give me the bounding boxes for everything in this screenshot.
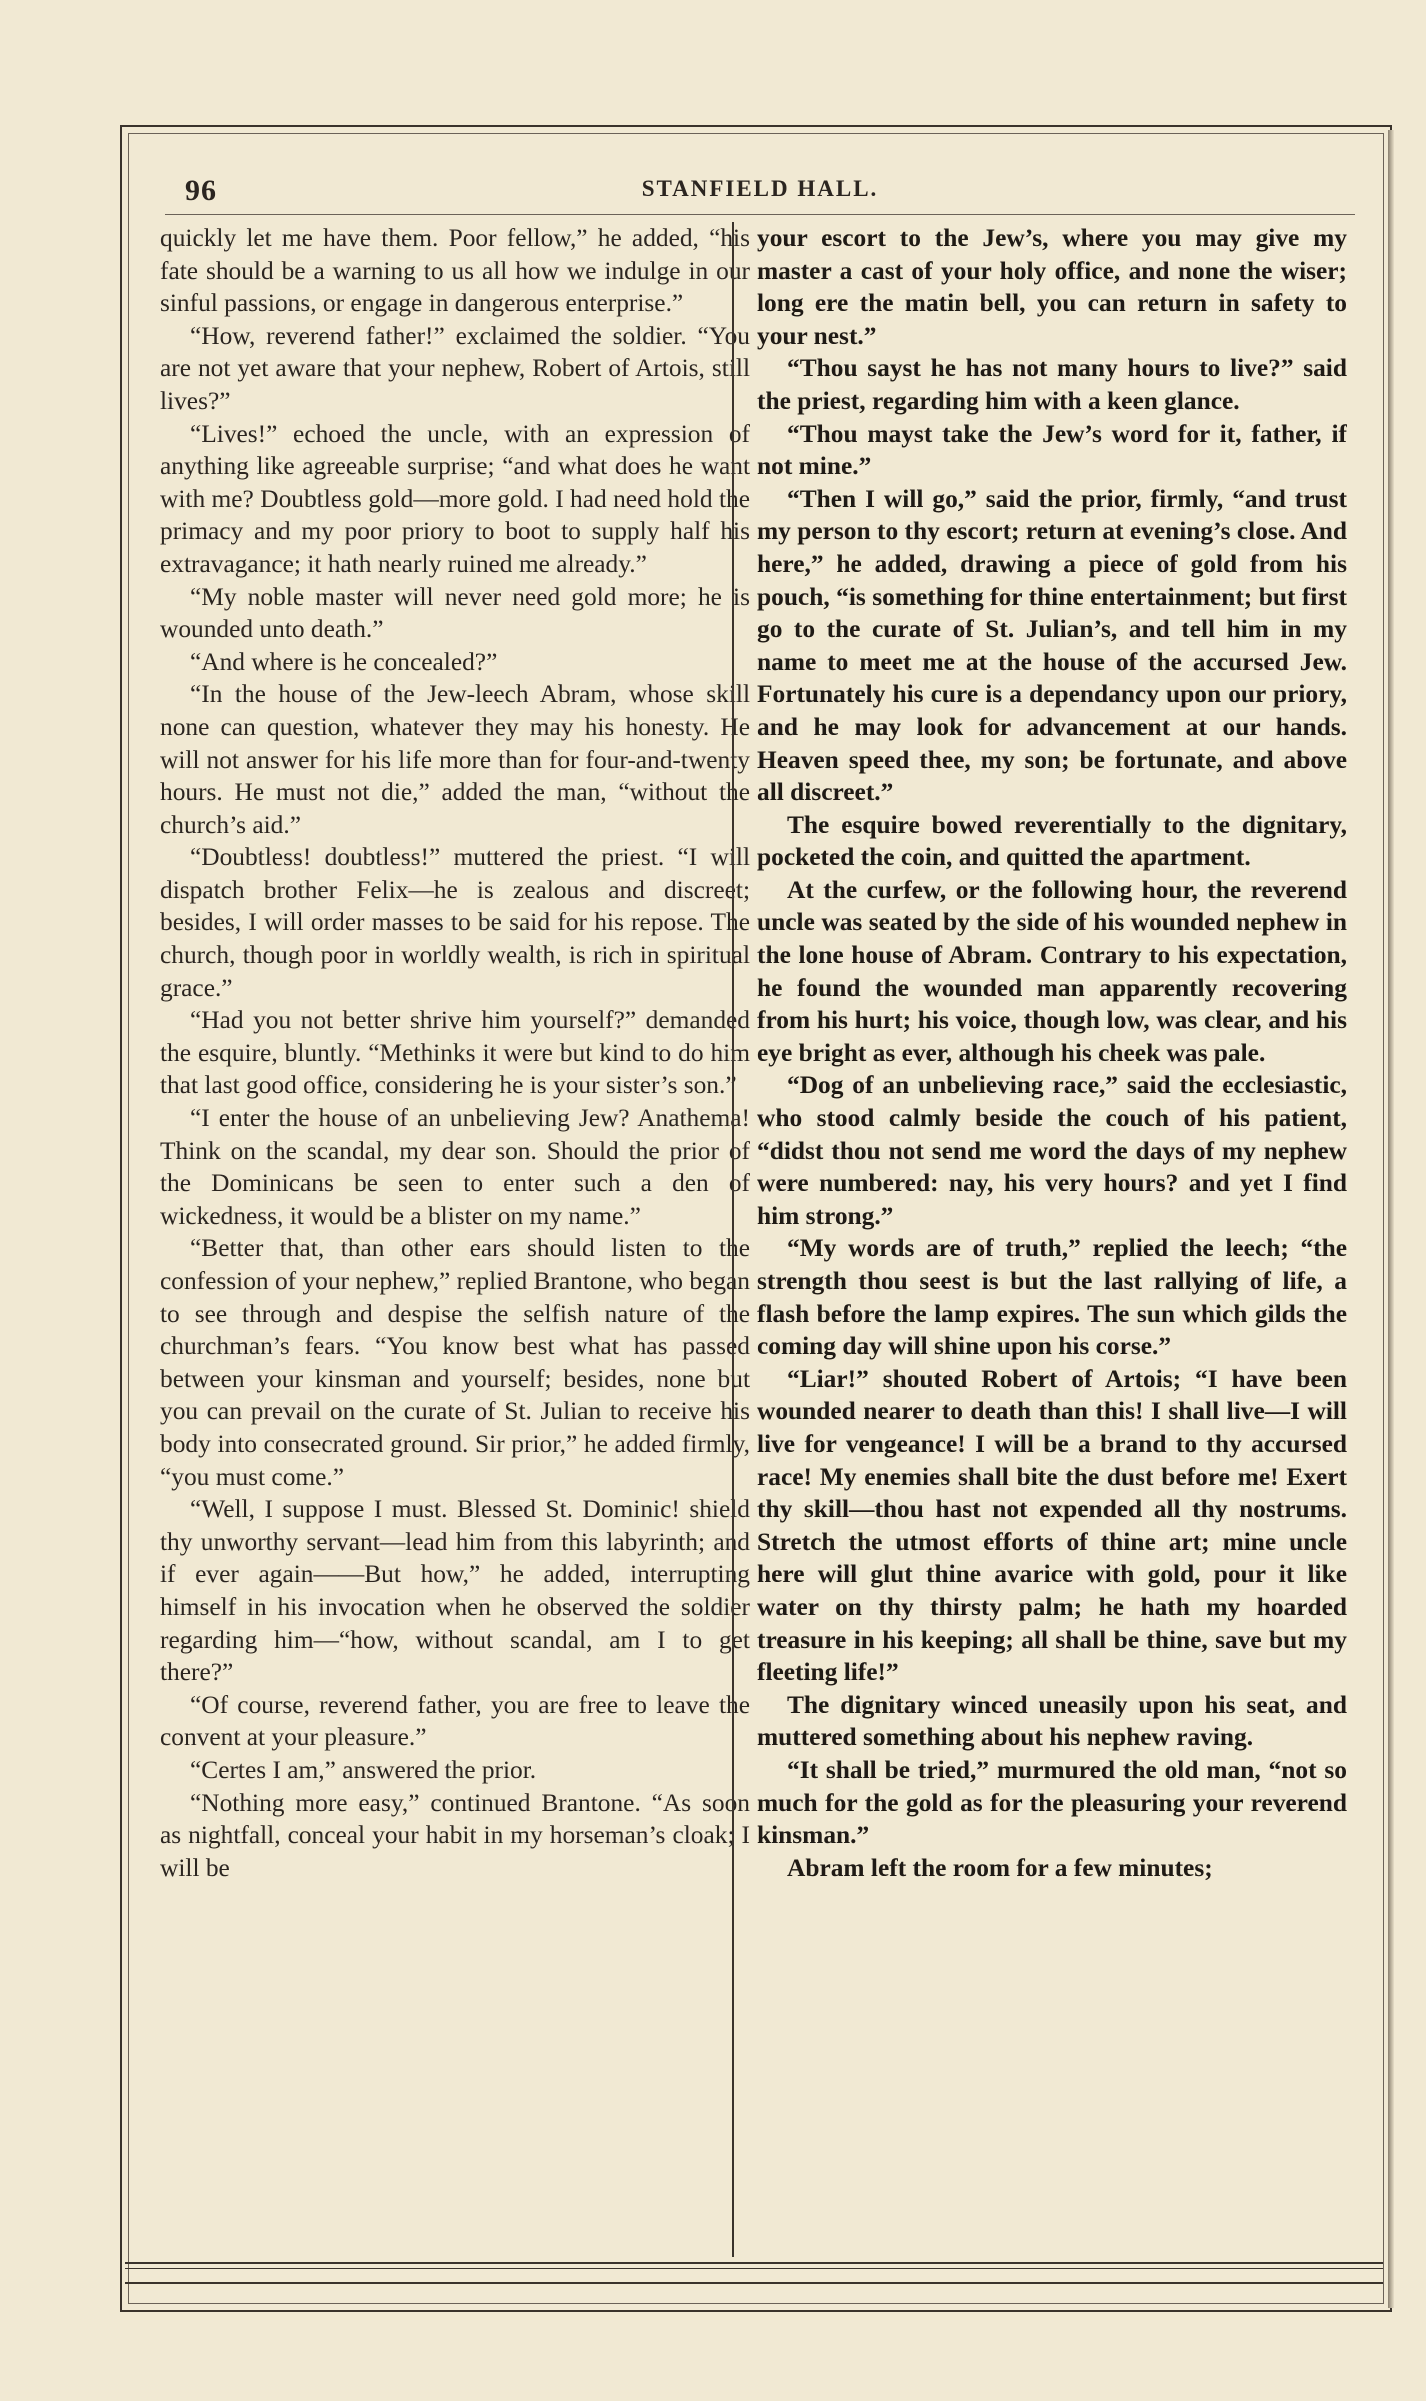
paragraph: “Dog of an unbelieving race,” said the ecclesiastic, who stood calmly beside the couch of his patient, “didst thou not send me word the days of my nephew were numbered: nay, his very hours? and yet I find him strong.” xyxy=(757,1071,1347,1230)
paragraph: “Of course, reverend father, you are free to leave the convent at your pleasure.” xyxy=(160,1690,750,1752)
paragraph: The esquire bowed reverentially to the dignitary, pocketed the coin, and quitted the apartment. xyxy=(757,810,1347,872)
footer-rule-lower xyxy=(125,2282,1383,2284)
page-number: 96 xyxy=(185,174,217,207)
paragraph: “Better that, than other ears should listen to the confession of your nephew,” replied Brantone, who began to see through and despise the selfish nature of the churchman’s fears. “You know best what has passed between your kinsman and yourself; besides, none but you can prevail on the curate of St. Julian to receive his body into consecrated ground. Sir prior,” he added firmly, “you must come.” xyxy=(160,1234,750,1491)
paragraph: “Thou mayst take the Jew’s word for it, father, if not mine.” xyxy=(757,419,1347,481)
paragraph: quickly let me have them. Poor fellow,” he added, “his fate should be a warning to us all how we indulge in our sinful passions, or engage in dangerous enterprise.” xyxy=(160,224,750,318)
paragraph: “Had you not better shrive him yourself?” demanded the esquire, bluntly. “Methinks it were but kind to do him that last good office, considering he is your sister’s son.” xyxy=(160,1006,750,1100)
footer-rule xyxy=(125,2262,1383,2269)
paragraph: your escort to the Jew’s, where you may give my master a cast of your holy office, and none the wiser; long ere the matin bell, you can return in safety to your nest.” xyxy=(757,224,1347,350)
paragraph: “My noble master will never need gold more; he is wounded unto death.” xyxy=(160,582,750,644)
paragraph: The dignitary winced uneasily upon his seat, and muttered something about his nephew raving. xyxy=(757,1690,1347,1752)
paragraph: “Thou sayst he has not many hours to live?” said the priest, regarding him with a keen glance. xyxy=(757,354,1347,415)
paragraph: At the curfew, or the following hour, the reverend uncle was seated by the side of his wounded nephew in the lone house of Abram. Contrary to his expectation, he found the wounded man apparently recovering from his hurt; his voice, though low, was clear, and his eye bright as ever, although his cheek was pale. xyxy=(757,875,1347,1067)
paragraph: “Nothing more easy,” continued Brantone. “As soon as nightfall, conceal your habit in my horseman’s cloak; I will be xyxy=(160,1788,750,1882)
paragraph: “How, reverend father!” exclaimed the soldier. “You are not yet aware that your nephew, Robert of Artois, still lives?” xyxy=(160,321,750,415)
paragraph: “Lives!” echoed the uncle, with an expression of anything like agreeable surprise; “and what does he want with me? Doubtless gold—more gold. I had need hold the primacy and my poor priory to boot to supply half his extravagance; it hath nearly ruined me already.” xyxy=(160,419,750,578)
header-rule xyxy=(165,214,1355,215)
running-title: STANFIELD HALL. xyxy=(641,176,879,201)
paragraph: “Well, I suppose I must. Blessed St. Dominic! shield thy unworthy servant—lead him from this labyrinth; and if ever again——But how,” he added, interrupting himself in his invocation when he observed the soldier regarding him—“how, without scandal, am I to get there?” xyxy=(160,1495,750,1687)
page-edge xyxy=(1388,130,1394,2308)
paragraph: Abram left the room for a few minutes; xyxy=(787,1853,1213,1882)
paragraph: “And where is he concealed?” xyxy=(190,647,498,676)
column-divider xyxy=(732,222,734,2257)
left-column xyxy=(160,222,750,2252)
paragraph: “My words are of truth,” replied the leech; “the strength thou seest is but the last rallying of life, a flash before the lamp expires. The sun which gilds the coming day will shine upon his corse.” xyxy=(757,1234,1347,1361)
paragraph: “Doubtless! doubtless!” muttered the priest. “I will dispatch brother Felix—he is zealous and discreet; besides, I will order masses to be said for his repose. The church, though poor in worldly wealth, is rich in spiritual grace.” xyxy=(160,843,750,1002)
paragraph: “Liar!” shouted Robert of Artois; “I have been wounded nearer to death than this! I shall live—I will live for vengeance! I will be a brand to thy accursed race! My enemies shall bite the dust before me! Exert thy skill—thou hast not expended all thy nostrums. Stretch the utmost efforts of thine art; mine uncle here will glut thine avarice with gold, pour it like water on thy thirsty palm; he hath my hoarded treasure in his keeping; all shall be thine, save but my fleeting life!” xyxy=(757,1364,1347,1687)
paragraph: “Certes I am,” answered the prior. xyxy=(190,1755,537,1784)
paragraph: “In the house of the Jew-leech Abram, whose skill none can question, whatever they may his honesty. He will not answer for his life more than for four-and-twenty hours. He must not die,” added the man, “without the church’s aid.” xyxy=(160,680,750,839)
paragraph: “It shall be tried,” murmured the old man, “not so much for the gold as for the pleasuring your reverend kinsman.” xyxy=(757,1755,1347,1850)
paragraph: “Then I will go,” said the prior, firmly, “and trust my person to thy escort; return at evening’s close. And here,” he added, drawing a piece of gold from his pouch, “is something for thine entertainment; but first go to the curate of St. Julian’s, and tell him in my name to meet me at the house of the accursed Jew. Fortunately his cure is a dependancy upon our priory, and he may look for advancement at our hands. Heaven speed thee, my son; be fortunate, and above all discreet.” xyxy=(757,484,1347,807)
right-column xyxy=(757,222,1347,2252)
paragraph: “I enter the house of an unbelieving Jew? Anathema! Think on the scandal, my dear son. Should the prior of the Dominicans be seen to enter such a den of wickedness, it would be a blister on my name.” xyxy=(160,1104,750,1230)
